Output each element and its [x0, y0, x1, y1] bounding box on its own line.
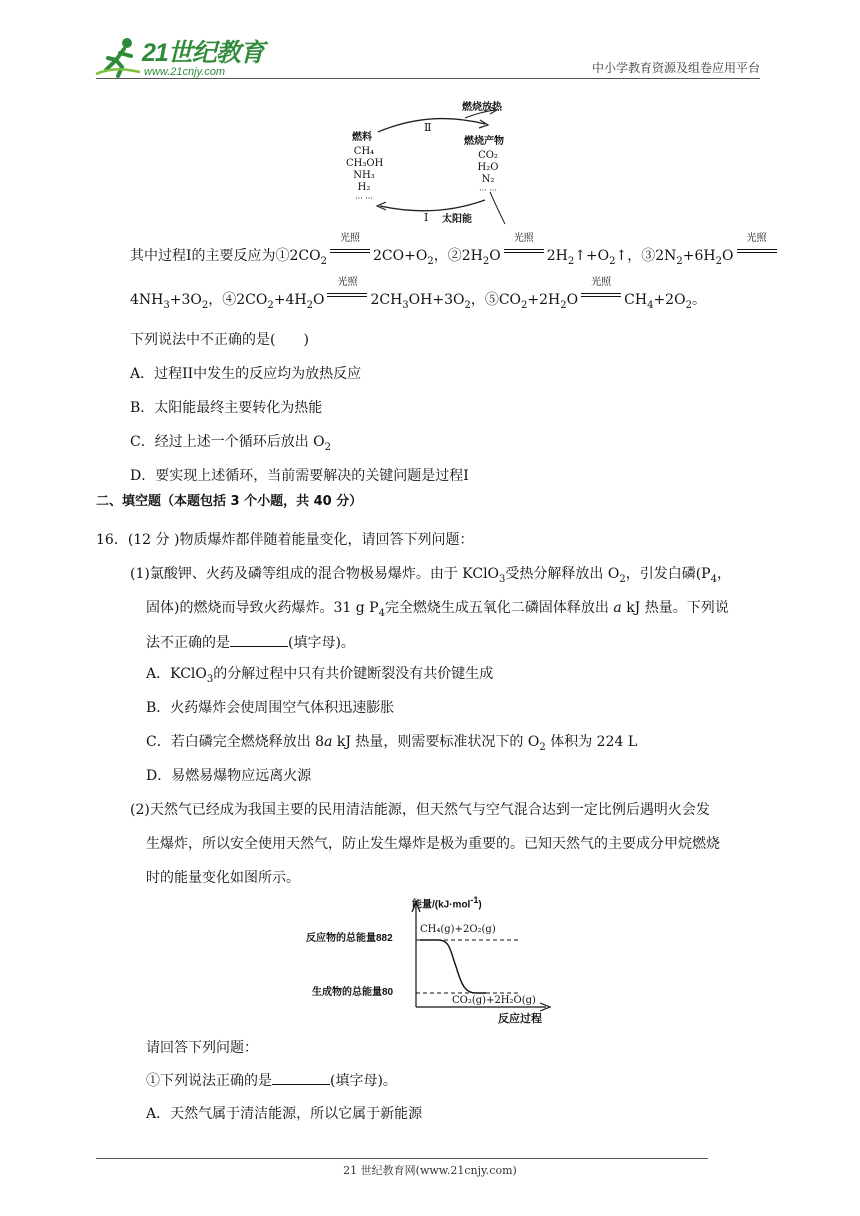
q16-part1-line1: (1)氯酸钾、火药及磷等组成的混合物极易爆炸。由于 KClO$_3$受热分解释放出 $O_2$，引发白磷($P_4$，: [130, 566, 731, 585]
platform-name: 中小学教育资源及组卷应用平台: [591, 61, 760, 75]
cycle-left-title: 燃料: [352, 132, 372, 143]
q16-part2-line1: (2)天然气已经成为我国主要的民用清洁能源，但天然气与空气混合达到一定比例后遇明火会发: [130, 802, 710, 818]
cycle-left-item: CH₃OH: [346, 158, 384, 169]
cycle-right-items: [474, 150, 502, 195]
q15-reactions-line2: $4NH_3+3O_2$，$④2CO_2+4H_2O$ 光照 $2CH_3OH+3O_2$，$⑤CO_2+2H_2O$ 光照 $CH_4+2O_2$。: [130, 277, 706, 311]
q15-question: 下列说法中不正确的是( ): [130, 332, 309, 348]
cycle-roman-top: Ⅱ: [424, 121, 432, 134]
answer-blank[interactable]: [272, 1070, 330, 1085]
site-logo: [94, 36, 264, 82]
q16-part1-line3: 法不正确的是 (填字母)。: [146, 632, 355, 653]
product-energy-label: 生成物的总能量80: [312, 987, 394, 998]
logo-title: 21世纪教育: [142, 39, 264, 67]
footer-text: 21 世纪教育网(www.21cnjy.com): [343, 1164, 517, 1177]
q15-option-d: D．要实现上述循环，当前需要解决的关键问题是过程I: [130, 468, 469, 484]
cycle-right-item: N₂: [481, 174, 495, 185]
q16-part2-line3: 时的能量变化如图所示。: [146, 870, 300, 886]
q16-part1-option-b: B．火药爆炸会使周围空气体积迅速膨胀: [146, 700, 395, 716]
q16-part1-option-c: C．若白磷完全燃烧释放出 8a kJ 热量，则需要标准状况下的 $O_2$ 体积为 224 L: [146, 734, 638, 753]
cycle-left-items: [346, 146, 382, 203]
energy-profile-chart: [300, 890, 560, 1030]
q16-part1-option-d: D．易燃易爆物应远离火源: [146, 768, 312, 784]
footer-rule: [96, 1158, 708, 1159]
q16-after-chart: 请回答下列问题：: [146, 1040, 258, 1056]
q16-part1-option-a: A．KClO$_3$的分解过程中只有共价键断裂没有共价键生成: [146, 666, 494, 685]
cycle-left-item: CH₄: [353, 146, 375, 157]
cycle-right-title: 燃烧产物: [464, 136, 504, 147]
q16-part2-line2: 生爆炸，所以安全使用天然气，防止发生爆炸是极为重要的。已知天然气的主要成分甲烷燃烧: [146, 836, 720, 852]
q16-stem: 16．(12 分 )物质爆炸都伴随着能量变化，请回答下列问题：: [96, 532, 474, 548]
cycle-top-label: 燃烧放热: [462, 102, 502, 113]
chart-xlabel: 反应过程: [498, 1013, 542, 1025]
product-species-label: CO₂(g)+2H₂O(g): [452, 995, 536, 1006]
cycle-right-item: ··· ···: [479, 186, 497, 195]
cycle-roman-bottom: Ⅰ: [424, 211, 429, 224]
q15-option-c: C．经过上述一个循环后放出 $O_2$: [130, 434, 332, 453]
energy-cycle-diagram: [340, 100, 530, 230]
cycle-left-item: H₂: [357, 182, 371, 193]
cycle-left-item: ··· ···: [355, 194, 373, 203]
q15-option-b: B．太阳能最终主要转化为热能: [130, 400, 323, 416]
header-rule: [96, 78, 760, 79]
reactant-species-label: CH₄(g)+2O₂(g): [420, 924, 496, 935]
q15-reactions-line1: 其中过程I的主要反应为$①2CO_2$ 光照 $2CO+O_2$，$②2H_2O$ 光照 $2H_2↑+O_2↑$，$③2N_2+6H_2O$ 光照: [130, 246, 780, 272]
q16-sub1: ①下列说法正确的是 (填字母)。: [146, 1070, 397, 1091]
q16-sub1-option-a: A．天然气属于清洁能源，所以它属于新能源: [146, 1106, 423, 1122]
logo-url: www.21cnjy.com: [144, 66, 226, 78]
runner-logo-icon: [94, 36, 144, 80]
cycle-bottom-label: 太阳能: [442, 214, 472, 225]
q15-option-a: A．过程II中发生的反应均为放热反应: [130, 366, 362, 382]
reactant-energy-label: 反应物的总能量882: [306, 933, 393, 944]
chart-ylabel: 能量/(kJ·mol$^{-1}$): [412, 895, 482, 911]
energy-curve: [420, 940, 486, 993]
cycle-left-item: NH₃: [353, 170, 375, 181]
section-heading: 二、填空题（本题包括 3 个小题，共 40 分）: [96, 494, 363, 509]
q16-part1-line2: 固体)的燃烧而导致火药爆炸。31 g $P_4$完全燃烧生成五氧化二磷固体释放出 a kJ 热量。下列说: [146, 600, 729, 619]
answer-blank[interactable]: [230, 632, 288, 647]
cycle-right-item: H₂O: [477, 162, 499, 173]
cycle-right-item: CO₂: [478, 150, 498, 161]
